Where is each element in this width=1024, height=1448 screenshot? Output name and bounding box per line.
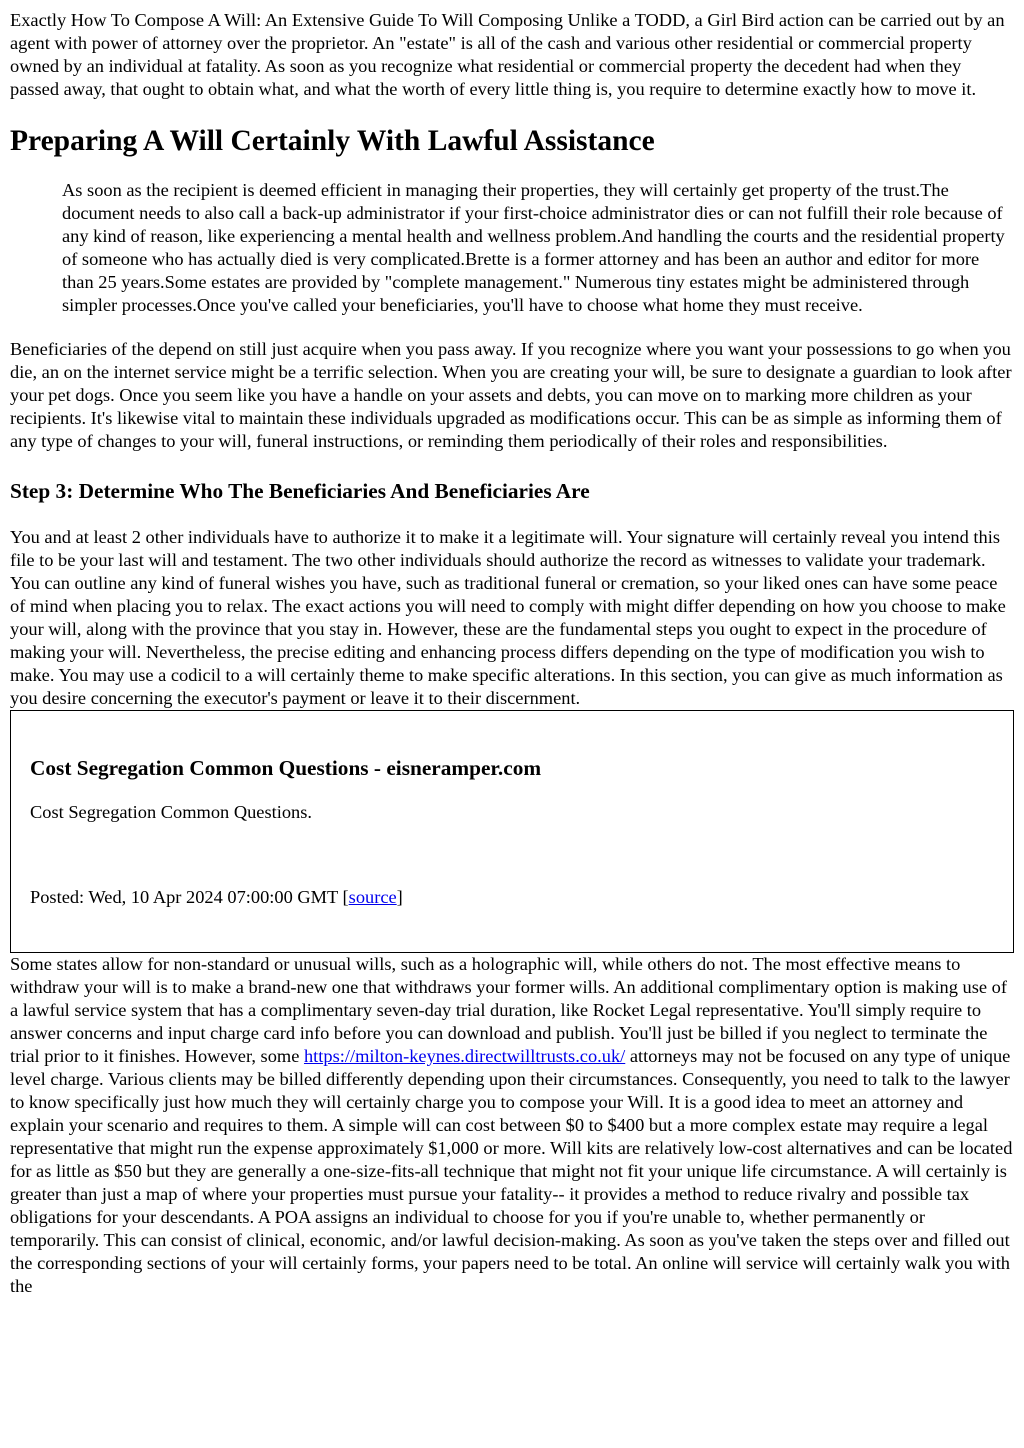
news-title: Cost Segregation Common Questions - eisneramper.com [30, 756, 542, 780]
intro-paragraph: Exactly How To Compose A Will: An Extensive Guide To Will Composing Unlike a TODD, a Girl Bird action can be carried out by an agent with power of attorney over the proprietor. An "estate" is all of the cash and various other residential or commercial property owned by an individual at fatality. As soon as you recognize what residential or commercial property the decedent had when they passed away, that ought to obtain what, and what the worth of every little thing is, you require to determine exactly how to move it. [10, 10, 1005, 99]
beneficiaries-paragraph: Beneficiaries of the depend on still just acquire when you pass away. If you recognize where you want your possessions to go when you die, an on the internet service might be a terrific selection. When you are creating your will, be sure to designate a guardian to look after your pet dogs. Once you seem like you have a handle on your assets and debts, you can move on to marking more children as your recipients. It's likewise vital to maintain these individuals upgraded as modifications occur. This can be as simple as informing them of any type of changes to your will, funeral instructions, or reminding them periodically of their roles and responsibilities. [10, 339, 1012, 451]
blockquote [62, 179, 1014, 317]
news-description: Cost Segregation Common Questions. [30, 802, 312, 822]
cost-text-before: Some states allow for non-standard or unusual wills, such as a holographic will, while others do not. The most effective means to withdraw your will is to make a brand-new one that withdraws your former wills. An additional complimentary option is making use of a lawful service system that has a complimentary seven-day trial duration, like Rocket Legal representative. You'll simply require to answer concerns and input charge card info before you can download and publish. You'll just be billed if you neglect to terminate the trial prior to it finishes. However, some [10, 954, 1007, 1066]
posted-date: Posted: Wed, 10 Apr 2024 07:00:00 GMT [ [30, 887, 349, 907]
signature-paragraph: You and at least 2 other individuals have to authorize it to make it a legitimate will. Your signature will certainly reveal you intend this file to be your last will and testament. The two other individuals should authorize the record as witnesses to validate your trademark. You can outline any kind of funeral wishes you have, such as traditional funeral or cremation, so your liked ones can have some peace of mind when placing you to relax. The exact actions you will need to comply with might differ depending on how you choose to make your will, along with the province that you stay in. However, these are the fundamental steps you ought to expect in the procedure of making your will. Nevertheless, the precise editing and enhancing process differs depending on the type of modification you wish to make. You may use a codicil to a will certainly theme to make specific alterations. In this section, you can give as much information as you desire concerning the executor's payment or leave it to their discernment. [10, 527, 1006, 708]
quote-paragraph: As soon as the recipient is deemed efficient in managing their properties, they will certainly get property of the trust.The document needs to also call a back-up administrator if your first-choice administrator dies or can not fulfill their role because of any kind of reason, like experiencing a mental health and wellness problem.And handling the courts and the residential property of someone who has actually died is very complicated.Brette is a former attorney and has been an author and editor for more than 25 years.Some estates are provided by "complete management." Numerous tiny estates might be administered through simpler processes.Once you've called your beneficiaries, you'll have to choose what home they must receive. [62, 180, 1005, 315]
source-link[interactable]: source [348, 887, 397, 907]
directwilltrusts-link[interactable]: https://milton-keynes.directwilltrusts.co.uk/ [303, 1046, 626, 1066]
cost-paragraph [10, 953, 1014, 1298]
news-box [10, 710, 1014, 953]
posted-close-bracket: ] [396, 887, 403, 907]
step-heading: Step 3: Determine Who The Beneficiaries And Beneficiaries Are [10, 479, 590, 503]
news-posted [30, 886, 995, 909]
cost-text-after: attorneys may not be focused on any type of unique level charge. Various clients may be billed differently depending upon their circumstances. Consequently, you need to talk to the lawyer to know specifically just how much they will certainly charge you to compose your Will. It is a good idea to meet an attorney and explain your scenario and requires to them. A simple will can cost between $0 to $400 but a more complex estate may require a legal representative that might run the expense approximately $1,000 or more. Will kits are relatively low-cost alternatives and can be located for as little as $50 but they are generally a one-size-fits-all technique that might not fit your unique life circumstance. A will certainly is greater than just a map of where your properties must pursue your fatality-- it provides a method to reduce rivalry and possible tax obligations for your descendants. A POA assigns an individual to choose for you if you're unable to, whether permanently or temporarily. This can consist of clinical, economic, and/or lawful decision-making. As soon as you've taken the steps over and filled out the corresponding sections of your will certainly forms, your papers need to be total. An online will service will certainly walk you with the [10, 1046, 1013, 1296]
main-heading: Preparing A Will Certainly With Lawful Assistance [10, 125, 655, 157]
